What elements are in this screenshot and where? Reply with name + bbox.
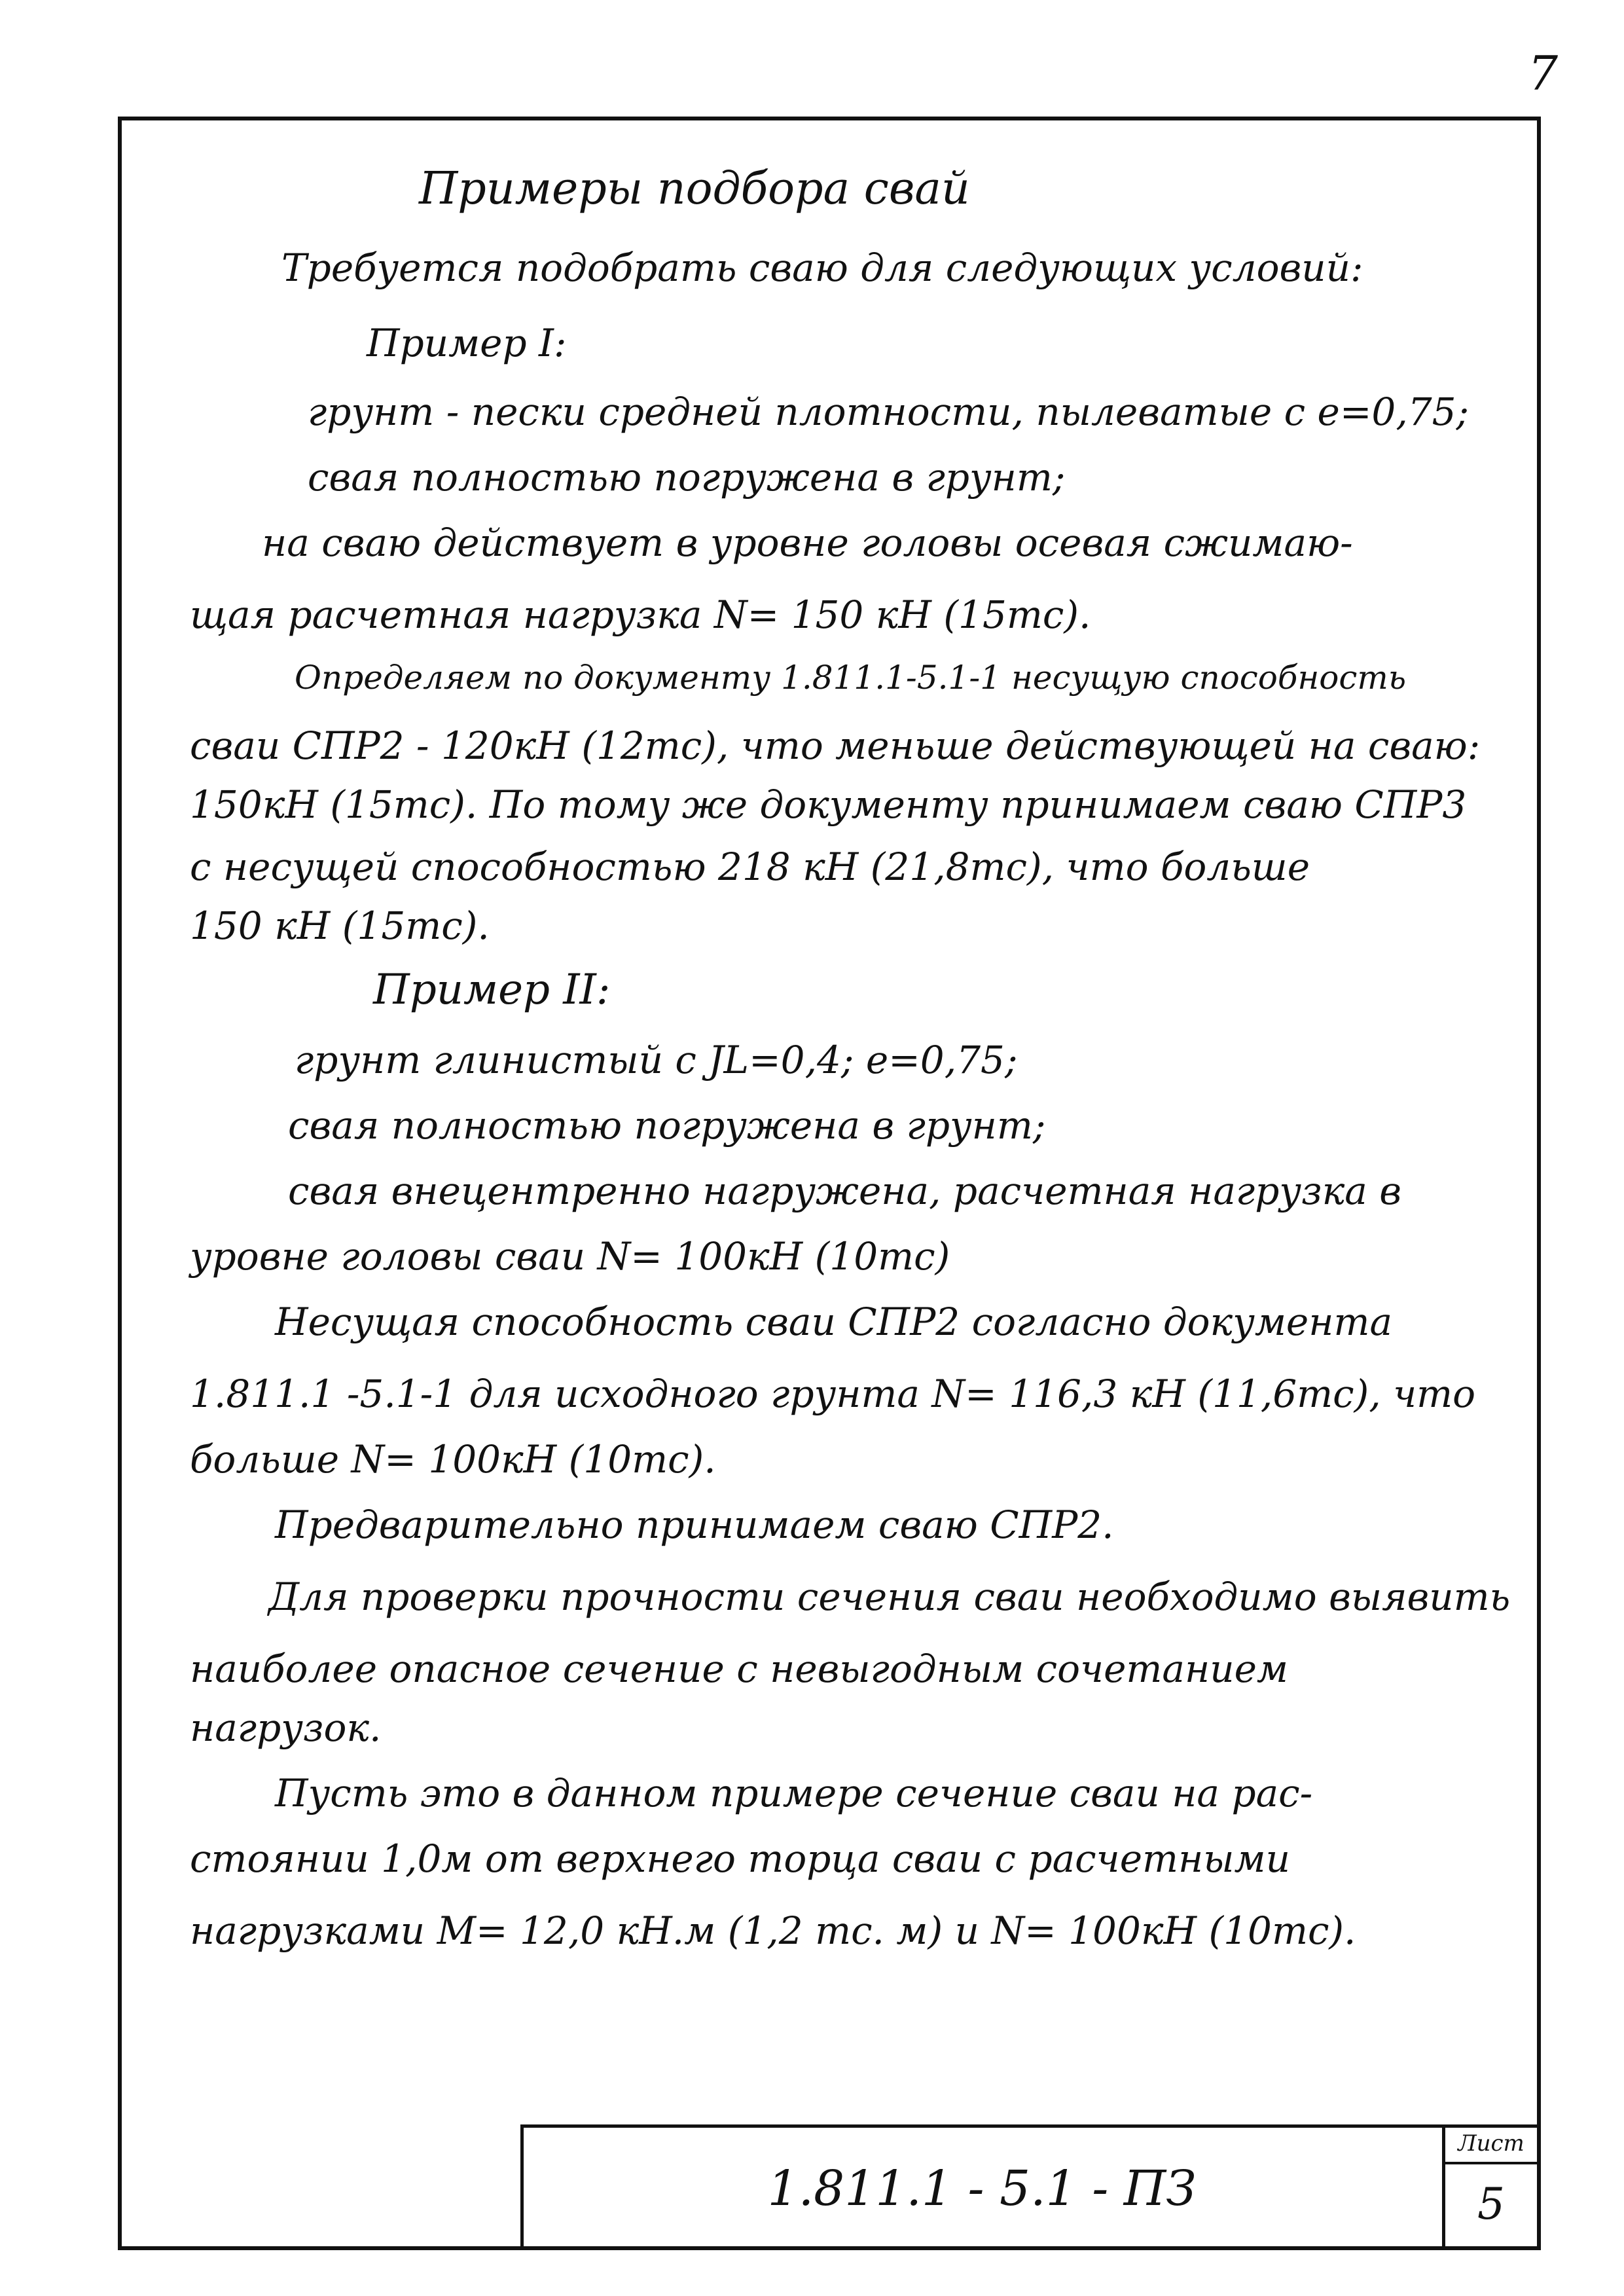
page-title: Примеры подбора свай xyxy=(419,163,970,215)
text-line: больше N= 100кН (10тс). xyxy=(190,1437,716,1482)
text-line: нагрузками M= 12,0 кН.м (1,2 тс. м) и N= 100кН (10тс). xyxy=(190,1908,1356,1953)
text-line: грунт глинистый с JL=0,4; e=0,75; xyxy=(295,1038,1018,1082)
text-line: свая внецентренно нагружена, расчетная нагрузка в xyxy=(288,1169,1402,1213)
text-line: на сваю действует в уровне головы осевая сжимаю- xyxy=(262,520,1353,565)
text-line: 1.811.1 -5.1-1 для исходного грунта N= 116,3 кН (11,6тс), что xyxy=(190,1372,1476,1416)
text-line: свая полностью погружена в грунт; xyxy=(288,1103,1046,1148)
sheet-label: Лист xyxy=(1458,2130,1525,2157)
text-line: Пусть это в данном примере сечение сваи на рас- xyxy=(275,1771,1313,1815)
text-line: грунт - пески средней плотности, пылеватые с e=0,75; xyxy=(308,390,1470,434)
text-line: Пример I: xyxy=(367,321,567,365)
text-line: свая полностью погружена в грунт; xyxy=(308,455,1066,500)
text-line: сваи СПР2 - 120кН (12тс), что меньше действующей на сваю: xyxy=(190,723,1481,768)
text-line: Определяем по документу 1.811.1-5.1-1 несущую способность xyxy=(295,659,1407,697)
page-number: 7 xyxy=(1528,46,1558,101)
text-line: щая расчетная нагрузка N= 150 кН (15тс). xyxy=(190,592,1091,637)
document-code: 1.811.1 - 5.1 - ПЗ xyxy=(767,2160,1197,2217)
text-line: 150кН (15тс). По тому же документу принимаем сваю СПР3 xyxy=(190,782,1467,827)
text-line: стоянии 1,0м от верхнего торца сваи с расчетными xyxy=(190,1836,1290,1881)
text-line: Несущая способность сваи СПР2 согласно документа xyxy=(275,1300,1393,1344)
text-line: 150 кН (15тс). xyxy=(190,903,490,948)
text-line: уровне головы сваи N= 100кН (10тс) xyxy=(190,1234,950,1279)
text-line: Требуется подобрать сваю для следующих условий: xyxy=(281,246,1363,290)
text-line: наиболее опасное сечение с невыгодным сочетанием xyxy=(190,1647,1288,1691)
text-line: с несущей способностью 218 кН (21,8тс), что больше xyxy=(190,845,1310,889)
text-line: Для проверки прочности сечения сваи необходимо выявить xyxy=(268,1575,1511,1619)
text-line: нагрузок. xyxy=(190,1705,382,1750)
text-line: Пример II: xyxy=(373,966,611,1014)
sheet-number: 5 xyxy=(1477,2179,1505,2229)
sheet-label-divider xyxy=(1445,2162,1541,2164)
text-line: Предварительно принимаем сваю СПР2. xyxy=(275,1503,1114,1547)
